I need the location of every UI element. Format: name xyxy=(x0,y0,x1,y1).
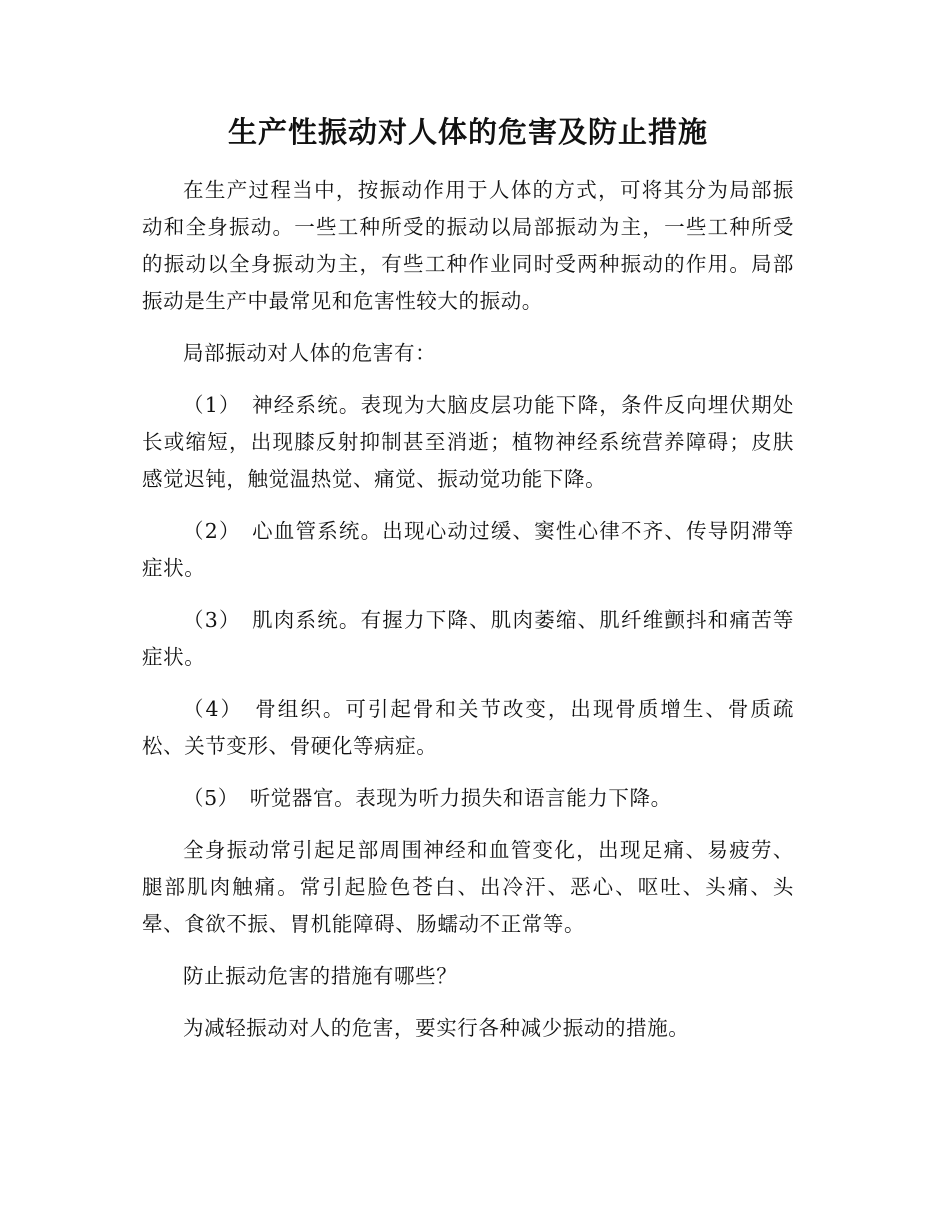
list-item-bone: （4） 骨组织。可引起骨和关节改变，出现骨质增生、骨质疏松、关节变形、骨硬化等病症。 xyxy=(142,697,794,758)
list-item-muscular: （3） 肌肉系统。有握力下降、肌肉萎缩、肌纤维颤抖和痛苦等症状。 xyxy=(142,608,794,669)
document-title: 生产性振动对人体的危害及防止措施 xyxy=(227,115,708,149)
prevention-paragraph: 为减轻振动对人的危害，要实行各种减少振动的措施。 xyxy=(183,1016,690,1040)
document-page xyxy=(142,112,794,1062)
list-item-hearing: （5） 听觉器官。表现为听力损失和语言能力下降。 xyxy=(183,786,672,810)
list-item-cardiovascular: （2） 心血管系统。出现心动过缓、窦性心律不齐、传导阴滞等症状。 xyxy=(142,519,794,580)
prevention-question: 防止振动危害的措施有哪些？ xyxy=(183,964,458,988)
whole-body-vibration-paragraph: 全身振动常引起足部周围神经和血管变化，出现足痛、易疲劳、腿部肌肉触痛。常引起脸色苍白、出冷汗、恶心、呕吐、头痛、头晕、食欲不振、胃机能障碍、肠蠕动不正常等。 xyxy=(142,838,794,936)
intro-paragraph: 在生产过程当中，按振动作用于人体的方式，可将其分为局部振动和全身振动。一些工种所受的振动以局部振动为主，一些工种所受的振动以全身振动为主，有些工种作业同时受两种振动的作用。局部振动是生产中最常见和危害性较大的振动。 xyxy=(142,178,794,313)
local-vibration-heading: 局部振动对人体的危害有： xyxy=(183,341,437,365)
list-item-nervous-system: （1） 神经系统。表现为大脑皮层功能下降，条件反向埋伏期处长或缩短，出现膝反射抑制甚至消逝；植物神经系统营养障碍；皮肤感觉迟钝，触觉温热觉、痛觉、振动觉功能下降。 xyxy=(142,393,794,491)
